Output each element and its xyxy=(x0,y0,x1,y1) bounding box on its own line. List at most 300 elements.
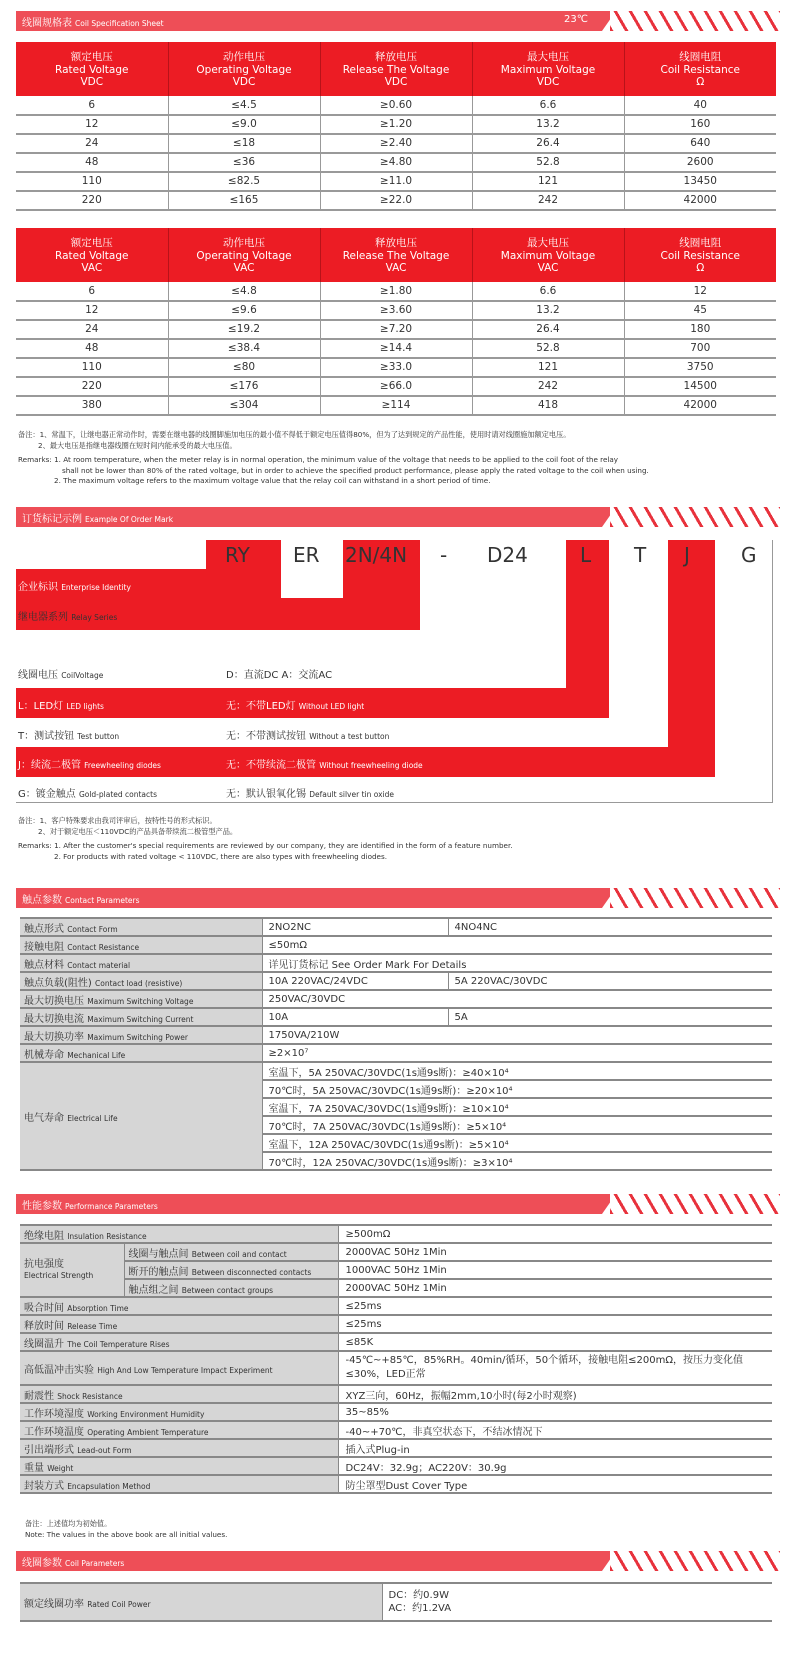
row-label xyxy=(20,1225,339,1243)
header-en: Coil Resistance xyxy=(660,63,740,76)
section-title-cn: 性能参数 xyxy=(22,1201,62,1212)
row-label-cn: 企业标识 xyxy=(18,582,58,593)
row-value: 5A xyxy=(448,1008,772,1026)
row-led xyxy=(18,697,104,712)
label-cn: 重量 xyxy=(24,1462,44,1474)
row-value: 10A xyxy=(262,1008,448,1026)
row-value: 4NO4NC xyxy=(448,918,772,936)
table-cell: 6 xyxy=(16,96,168,115)
label-cn: 吸合时间 xyxy=(24,1302,64,1314)
header-cn: 最大电压 xyxy=(527,51,569,63)
table-cell: ≥1.20 xyxy=(320,115,472,134)
table-row xyxy=(20,1475,772,1493)
stripes-decoration xyxy=(610,888,780,908)
label-cn: 触点材料 xyxy=(24,959,64,971)
table-cell: ≤80 xyxy=(168,358,320,377)
label-en: High And Low Temperature Impact Experiment xyxy=(97,1365,273,1375)
row-value: 2NO2NC xyxy=(262,918,448,936)
remark-en-1: Remarks: 1. After the customer's special requirements are reviewed by our company, they are identified in the form of a feature number. xyxy=(18,841,513,850)
value-en: Default silver tin oxide xyxy=(309,790,394,799)
table-cell: ≤82.5 xyxy=(168,172,320,191)
label-cn: 断开的触点间 xyxy=(128,1266,189,1278)
label-en: Release Time xyxy=(67,1321,118,1331)
label-en: Operating Ambient Temperature xyxy=(87,1427,209,1437)
order-remarks xyxy=(18,816,513,862)
contact-params-header xyxy=(16,888,776,908)
table-row xyxy=(20,990,772,1008)
table-cell: 121 xyxy=(472,172,624,191)
label-cn: 接触电阻 xyxy=(24,941,64,953)
column-header xyxy=(168,42,320,96)
row-label xyxy=(20,1439,339,1457)
label-en: Lead-out Form xyxy=(77,1445,132,1455)
electrical-life-value: 70℃时，5A 250VAC/30VDC(1s通9s断)：≥20×10⁴ xyxy=(262,1080,772,1098)
column-header xyxy=(16,42,168,96)
table-row xyxy=(20,1044,772,1062)
row-label xyxy=(20,1583,382,1621)
label-cn: 引出端形式 xyxy=(24,1444,74,1456)
label-cn: 线圈与触点间 xyxy=(128,1248,189,1260)
row-label xyxy=(20,1062,262,1170)
label-cn: 触点组之间 xyxy=(128,1284,179,1296)
table-row xyxy=(20,972,772,990)
table-row xyxy=(20,1279,772,1297)
header-unit: VDC xyxy=(80,76,104,88)
diode-block xyxy=(668,540,715,748)
row-label-en: CoilVoltage xyxy=(61,671,104,680)
section-title-cn: 线圈规格表 xyxy=(22,18,72,29)
table-cell: 6 xyxy=(16,282,168,301)
table-cell: 6.6 xyxy=(472,282,624,301)
ac-power: AC：约1.2VA xyxy=(388,1603,452,1614)
table-cell: ≥1.80 xyxy=(320,282,472,301)
row-label-cn: 继电器系列 xyxy=(18,612,68,623)
section-title-en: Coil Specification Sheet xyxy=(75,19,164,28)
code-contact-form: 2N/4N xyxy=(345,543,408,567)
value-en: Without LED light xyxy=(298,702,365,711)
table-row xyxy=(16,282,776,301)
remark-cn-1: 备注：1、客户特殊要求由我司评审后，按特性号的形式标识。 xyxy=(18,816,217,825)
note-en: Note: The values in the above book are all initial values. xyxy=(25,1529,228,1539)
row-value: 1000VAC 50Hz 1Min xyxy=(339,1261,772,1279)
table-row xyxy=(20,1583,772,1621)
table-row xyxy=(16,396,776,415)
row-label xyxy=(20,1026,262,1044)
table-cell: 52.8 xyxy=(472,153,624,172)
label-en: Mechanical Life xyxy=(67,1050,126,1060)
code-ry: RY xyxy=(225,543,250,567)
row-label-cn: L：LED灯 xyxy=(18,701,64,712)
section-title-cn: 订货标记示例 xyxy=(22,514,82,525)
label-en: Maximum Switching Power xyxy=(87,1032,188,1042)
label-en: Contact Form xyxy=(67,924,118,934)
table-cell: 418 xyxy=(472,396,624,415)
code-coil-voltage: D24 xyxy=(487,543,528,567)
remark-en-2: 2. For products with rated voltage < 110VDC, there are also types with freewheeling diodes. xyxy=(54,851,387,861)
table-row xyxy=(20,1333,772,1351)
table-cell: 242 xyxy=(472,377,624,396)
stripes-decoration xyxy=(610,11,780,31)
row-value: 35~85% xyxy=(339,1403,772,1421)
value-en: Without a test button xyxy=(309,732,390,741)
table-cell: 48 xyxy=(16,153,168,172)
row-label-cn: G：镀金触点 xyxy=(18,789,76,800)
row-value xyxy=(382,1583,772,1621)
header-en: Rated Voltage xyxy=(55,63,129,76)
electrical-life-value: 室温下，12A 250VAC/30VDC(1s通9s断)：≥5×10⁴ xyxy=(262,1134,772,1152)
code-test: T xyxy=(634,543,647,567)
stripes-decoration xyxy=(610,507,780,527)
label-cn: 触点形式 xyxy=(24,923,64,935)
table-cell: 42000 xyxy=(624,396,776,415)
table-cell: ≥22.0 xyxy=(320,191,472,210)
header-cn: 线圈电阻 xyxy=(679,51,722,63)
label-en: Maximum Switching Voltage xyxy=(87,996,194,1006)
row-value: DC24V：32.9g；AC220V：30.9g xyxy=(339,1457,772,1475)
table-cell: ≥7.20 xyxy=(320,320,472,339)
remark-en-3: 2. The maximum voltage refers to the maximum voltage value that the relay coil can withstand in a short period of time. xyxy=(54,476,491,485)
table-row xyxy=(20,1062,772,1080)
label-en: Maximum Switching Current xyxy=(87,1014,194,1024)
column-header xyxy=(472,228,624,282)
label-en: Between contact groups xyxy=(181,1285,274,1295)
value-cn: 无：默认银氧化锡 xyxy=(226,789,306,800)
table-row xyxy=(20,1243,772,1261)
label-en: Electrical Strength xyxy=(24,1271,94,1280)
value-cn: 无：不带测试按钮 xyxy=(226,731,306,742)
row-label xyxy=(124,1243,339,1261)
dc-power: DC：约0.9W xyxy=(388,1590,449,1601)
row-label xyxy=(20,918,262,936)
header-en: Operating Voltage xyxy=(196,63,292,76)
row-value: 防尘罩型Dust Cover Type xyxy=(339,1475,772,1493)
label-cn: 封装方式 xyxy=(24,1480,64,1492)
row-label xyxy=(20,990,262,1008)
table-cell: ≤36 xyxy=(168,153,320,172)
table-row xyxy=(20,1421,772,1439)
table-cell: ≤176 xyxy=(168,377,320,396)
header-en: Release The Voltage xyxy=(342,249,450,262)
table-cell: ≥3.60 xyxy=(320,301,472,320)
row-gold xyxy=(18,785,157,800)
table-cell: 48 xyxy=(16,339,168,358)
label-en: Electrical Life xyxy=(67,1113,118,1123)
header-cn: 动作电压 xyxy=(223,237,265,249)
label-cn: 电气寿命 xyxy=(24,1112,64,1124)
label-cn: 额定线圈功率 xyxy=(24,1598,84,1610)
table-row xyxy=(20,918,772,936)
header-cn: 最大电压 xyxy=(527,237,569,249)
row-label-en: LED lights xyxy=(66,702,104,711)
column-header xyxy=(16,228,168,282)
table-cell: 12 xyxy=(624,282,776,301)
row-label xyxy=(20,1008,262,1026)
row-label xyxy=(20,1333,339,1351)
table-cell: 220 xyxy=(16,191,168,210)
row-value: -40~+70℃，非真空状态下，不结冰情况下 xyxy=(339,1421,772,1439)
table-cell: 12 xyxy=(16,301,168,320)
row-value: 1750VA/210W xyxy=(262,1026,772,1044)
table-row xyxy=(16,96,776,115)
value-en: Without freewheeling diode xyxy=(319,761,423,770)
label-en: Insulation Resistance xyxy=(67,1231,147,1241)
frame-right xyxy=(772,540,773,803)
row-label xyxy=(124,1279,339,1297)
code-led: L xyxy=(580,543,592,567)
table-cell: ≤165 xyxy=(168,191,320,210)
table-cell: 13450 xyxy=(624,172,776,191)
header-unit: VAC xyxy=(81,262,103,274)
label-cn: 最大切换电压 xyxy=(24,995,84,1007)
table-cell: ≥33.0 xyxy=(320,358,472,377)
table-row xyxy=(20,1315,772,1333)
header-unit: VAC xyxy=(233,262,255,274)
table-row xyxy=(20,954,772,972)
header-unit: VDC xyxy=(536,76,560,88)
row-value: ≥2×10⁷ xyxy=(262,1044,772,1062)
row-test-button xyxy=(18,727,119,742)
stripes-decoration xyxy=(610,1551,780,1571)
table-cell: 40 xyxy=(624,96,776,115)
table-cell: 52.8 xyxy=(472,339,624,358)
column-header xyxy=(472,42,624,96)
header-unit: VDC xyxy=(384,76,408,88)
row-diode xyxy=(18,756,161,771)
row-label xyxy=(20,954,262,972)
row-label xyxy=(20,1385,339,1403)
label-cn: 工作环境湿度 xyxy=(24,1408,84,1420)
row-value: ≤25ms xyxy=(339,1297,772,1315)
header-en: Maximum Voltage xyxy=(500,249,596,262)
table-cell: 26.4 xyxy=(472,320,624,339)
table-cell: ≤18 xyxy=(168,134,320,153)
column-header xyxy=(624,42,776,96)
section-title-en: Contact Parameters xyxy=(65,896,140,905)
label-cn: 线圈温升 xyxy=(24,1338,64,1350)
row-value: ≤50mΩ xyxy=(262,936,772,954)
label-en: Encapsulation Method xyxy=(67,1481,151,1491)
label-en: Contact load (resistive) xyxy=(95,978,183,988)
table-cell: 2600 xyxy=(624,153,776,172)
led-value xyxy=(226,697,364,712)
table-cell: 242 xyxy=(472,191,624,210)
table-cell: ≥66.0 xyxy=(320,377,472,396)
electrical-life-value: 室温下，5A 250VAC/30VDC(1s通9s断)：≥40×10⁴ xyxy=(262,1062,772,1080)
table-row xyxy=(20,1457,772,1475)
label-cn: 释放时间 xyxy=(24,1320,64,1332)
row-label-cn: T：测试按钮 xyxy=(18,731,75,742)
table-cell: ≤304 xyxy=(168,396,320,415)
row-label xyxy=(20,1403,339,1421)
remark-cn-2: 2、对于额定电压＜110VDC的产品具备带续流二极管型产品。 xyxy=(38,826,238,836)
row-label xyxy=(20,972,262,990)
row-value: ≤25ms xyxy=(339,1315,772,1333)
table-cell: ≤4.5 xyxy=(168,96,320,115)
contact-params-table xyxy=(20,917,772,1171)
row-label-en: Gold-plated contacts xyxy=(78,790,158,799)
table-cell: 160 xyxy=(624,115,776,134)
row-label-en: Test button xyxy=(77,732,120,741)
table-cell: ≤4.8 xyxy=(168,282,320,301)
header-cn: 额定电压 xyxy=(70,237,113,249)
table-cell: 42000 xyxy=(624,191,776,210)
header-cn: 动作电压 xyxy=(223,51,265,63)
row-value: ≥500mΩ xyxy=(339,1225,772,1243)
row-label-cn: 线圈电压 xyxy=(18,670,58,681)
dc-coil-table xyxy=(16,42,776,211)
row-label xyxy=(20,1457,339,1475)
table-row xyxy=(16,153,776,172)
frame-bottom xyxy=(16,802,773,803)
header-en: Maximum Voltage xyxy=(500,63,596,76)
column-header xyxy=(168,228,320,282)
section-title-en: Performance Parameters xyxy=(65,1202,158,1211)
gold-value xyxy=(226,785,394,800)
column-header xyxy=(320,42,472,96)
row-contact-form xyxy=(18,637,112,652)
code-dash: - xyxy=(440,543,448,567)
column-header xyxy=(624,228,776,282)
row-value: 250VAC/30VDC xyxy=(262,990,772,1008)
header-unit: Ω xyxy=(696,76,705,88)
table-cell: 700 xyxy=(624,339,776,358)
remark-en-1: Remarks: 1. At room temperature, when the meter relay is in normal operation, the minimum value of the voltage that needs to be applied to the coil foot of the relay xyxy=(18,455,619,464)
header-cn: 释放电压 xyxy=(375,237,417,249)
row-value: -45℃~+85℃，85%RH。40min/循环，50个循环，接触电阻≤200mΩ，按压力变化值≤30%，LED正常 xyxy=(339,1351,772,1385)
row-value: 详见订货标记 See Order Mark For Details xyxy=(262,954,772,972)
header-unit: Ω xyxy=(696,262,705,274)
label-en: Between disconnected contacts xyxy=(191,1267,312,1277)
table-cell: 640 xyxy=(624,134,776,153)
table-cell: 13.2 xyxy=(472,115,624,134)
table-cell: 13.2 xyxy=(472,301,624,320)
row-label xyxy=(20,1243,124,1297)
label-cn: 机械寿命 xyxy=(24,1049,64,1061)
row-label-en: Contact Form xyxy=(61,642,112,651)
label-cn: 工作环境温度 xyxy=(24,1426,84,1438)
table-row xyxy=(20,1261,772,1279)
table-row xyxy=(20,936,772,954)
remark-cn-1: 备注：1、常温下，让继电器正常动作时，需要在继电器的线圈脚施加电压的最小值不得低于额定电压值得80%，但为了达到规定的产品性能，使用时请对线圈施加额定电压。 xyxy=(18,430,571,439)
section-title-cn: 触点参数 xyxy=(22,895,62,906)
row-value: 插入式Plug-in xyxy=(339,1439,772,1457)
header-unit: VDC xyxy=(232,76,256,88)
table-cell: ≥0.60 xyxy=(320,96,472,115)
row-value: XYZ三向，60Hz，振幅2mm,10小时(每2小时观察) xyxy=(339,1385,772,1403)
electrical-life-value: 70℃时，7A 250VAC/30VDC(1s通9s断)：≥5×10⁴ xyxy=(262,1116,772,1134)
table-row xyxy=(20,1439,772,1457)
row-label xyxy=(20,1351,339,1385)
label-cn: 最大切换电流 xyxy=(24,1013,84,1025)
table-row xyxy=(20,1385,772,1403)
label-en: The Coil Temperature Rises xyxy=(67,1339,170,1349)
table-cell: 14500 xyxy=(624,377,776,396)
note-cn: 备注：上述值均为初始值。 xyxy=(25,1519,112,1528)
header-unit: VAC xyxy=(385,262,407,274)
header-en: Operating Voltage xyxy=(196,249,292,262)
remark-cn-2: 2、最大电压是指继电器线圈在短时间内能承受的最大电压值。 xyxy=(38,440,237,450)
table-cell: ≤19.2 xyxy=(168,320,320,339)
label-en: Weight xyxy=(47,1463,74,1473)
ac-coil-table xyxy=(16,228,776,416)
row-label xyxy=(124,1261,339,1279)
header-cn: 释放电压 xyxy=(375,51,417,63)
header-en: Release The Voltage xyxy=(342,63,450,76)
temperature-label: 23℃ xyxy=(564,14,588,25)
header-cn: 额定电压 xyxy=(70,51,113,63)
table-row xyxy=(20,1297,772,1315)
table-cell: 45 xyxy=(624,301,776,320)
performance-note xyxy=(25,1519,227,1540)
table-row xyxy=(20,1026,772,1044)
table-cell: 121 xyxy=(472,358,624,377)
label-cn: 耐震性 xyxy=(24,1390,54,1402)
coil-spec-header xyxy=(16,11,776,31)
row-label-cn: J：续流二极管 xyxy=(18,760,81,771)
table-row xyxy=(16,377,776,396)
row-label-en: Enterprise Identity xyxy=(61,583,131,592)
label-cn: 高低温冲击实验 xyxy=(24,1364,94,1376)
value-cn: 无：不带LED灯 xyxy=(226,701,296,712)
table-cell: ≥14.4 xyxy=(320,339,472,358)
label-cn: 触点负载(阻性) xyxy=(24,977,92,989)
performance-params-table xyxy=(20,1224,772,1494)
row-label xyxy=(20,936,262,954)
table-row xyxy=(16,134,776,153)
label-cn: 绝缘电阻 xyxy=(24,1230,64,1242)
table-cell: ≥114 xyxy=(320,396,472,415)
table-cell: ≥4.80 xyxy=(320,153,472,172)
section-title-cn: 线圈参数 xyxy=(22,1558,62,1569)
coil-remarks xyxy=(18,430,649,487)
row-value: ≤85K xyxy=(339,1333,772,1351)
contact-form-value: 两组转换 2NO2NC 四组转换 4NO4NC xyxy=(222,641,380,651)
table-row xyxy=(20,1403,772,1421)
row-label xyxy=(20,1475,339,1493)
table-cell: 24 xyxy=(16,320,168,339)
test-button-value xyxy=(226,727,389,742)
table-row xyxy=(16,339,776,358)
row-enterprise xyxy=(18,578,131,593)
table-row xyxy=(16,191,776,210)
row-value: 2000VAC 50Hz 1Min xyxy=(339,1243,772,1261)
header-en: Coil Resistance xyxy=(660,249,740,262)
table-cell: 180 xyxy=(624,320,776,339)
label-en: Shock Resistance xyxy=(57,1391,123,1401)
code-diode: J xyxy=(684,543,690,567)
table-cell: 220 xyxy=(16,377,168,396)
coil-params-header xyxy=(16,1551,776,1571)
order-mark-header xyxy=(16,507,776,527)
label-en: Between coil and contact xyxy=(191,1249,287,1259)
table-row xyxy=(20,1351,772,1385)
electrical-life-value: 70℃时，12A 250VAC/30VDC(1s通9s断)：≥3×10⁴ xyxy=(262,1152,772,1170)
table-cell: 110 xyxy=(16,172,168,191)
table-cell: 26.4 xyxy=(472,134,624,153)
column-header xyxy=(320,228,472,282)
table-cell: ≤38.4 xyxy=(168,339,320,358)
header-cn: 线圈电阻 xyxy=(679,237,722,249)
table-row xyxy=(20,1008,772,1026)
remark-en-2: shall not be lower than 80% of the rated voltage, but in order to achieve the specified product performance, please apply the rated voltage to the coil when using. xyxy=(62,465,649,475)
table-row xyxy=(16,358,776,377)
diode-value xyxy=(226,756,423,771)
table-cell: ≥11.0 xyxy=(320,172,472,191)
stripes-decoration xyxy=(610,1194,780,1214)
label-en: Absorption Time xyxy=(67,1303,129,1313)
label-en: Working Environment Humidity xyxy=(87,1409,205,1419)
table-row xyxy=(16,115,776,134)
